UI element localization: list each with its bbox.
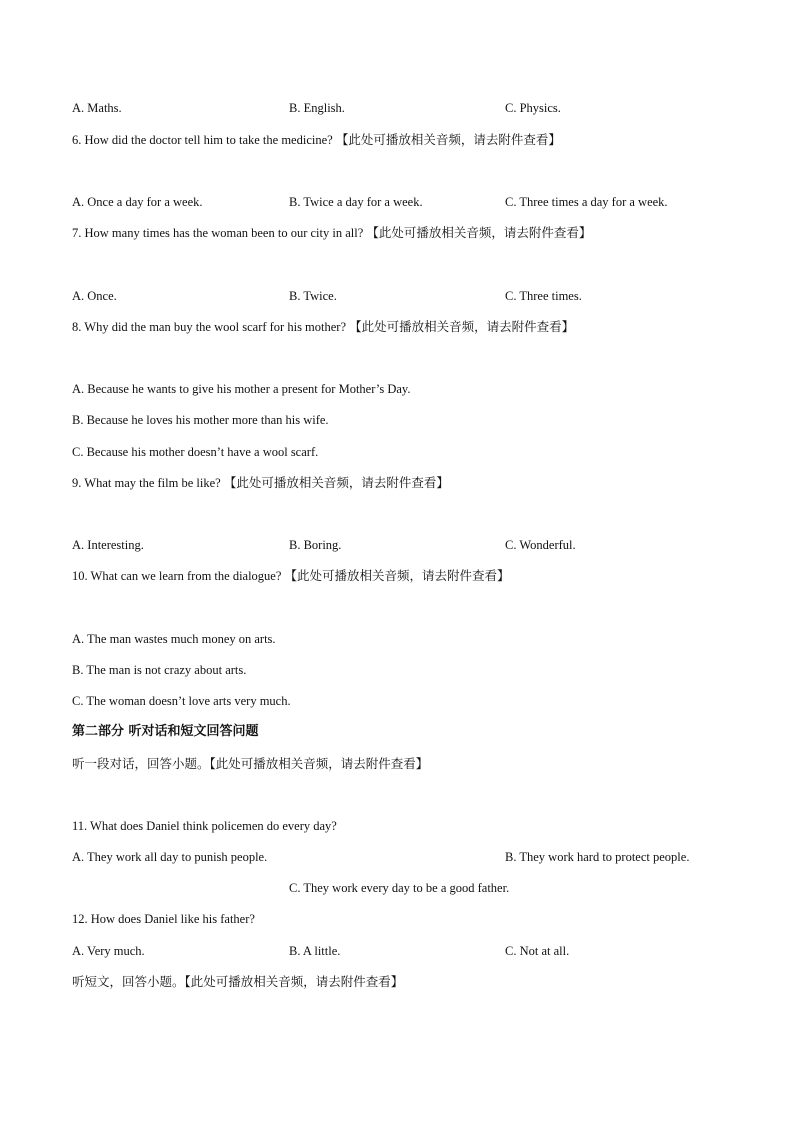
q9-audio-link[interactable]: 【此处可播放相关音频，请去附件查看】	[223, 475, 449, 490]
q9-option-b: B. Boring.	[289, 538, 342, 552]
q7-audio-link[interactable]: 【此处可播放相关音频，请去附件查看】	[366, 225, 592, 240]
q12-option-c: C. Not at all.	[505, 944, 570, 958]
q8-option-b: B. Because he loves his mother more than his wife.	[72, 413, 329, 427]
q11-option-b: B. They work hard to protect people.	[505, 850, 690, 864]
q8-option-a: A. Because he wants to give his mother a present for Mother’s Day.	[72, 382, 411, 396]
q10-question: 10. What can we learn from the dialogue?	[72, 569, 282, 583]
q6-question: 6. How did the doctor tell him to take the medicine?	[72, 133, 333, 147]
q5-option-a: A. Maths.	[72, 101, 122, 115]
q12-question: 12. How does Daniel like his father?	[72, 912, 255, 926]
q10-line	[72, 568, 510, 584]
q12-option-a: A. Very much.	[72, 944, 145, 958]
q10-option-c: C. The woman doesn’t love arts very much.	[72, 694, 291, 708]
q6-audio-link[interactable]: 【此处可播放相关音频，请去附件查看】	[335, 132, 561, 147]
q7-question: 7. How many times has the woman been to our city in all?	[72, 226, 364, 240]
q9-option-a: A. Interesting.	[72, 538, 144, 552]
passage-intro[interactable]: 听短文，回答小题。【此处可播放相关音频，请去附件查看】	[72, 974, 404, 989]
q11-option-c: C. They work every day to be a good father.	[289, 881, 510, 895]
q12-option-b: B. A little.	[289, 944, 341, 958]
q8-option-c: C. Because his mother doesn’t have a wool scarf.	[72, 445, 319, 459]
q11-option-a: A. They work all day to punish people.	[72, 850, 268, 864]
q9-question: 9. What may the film be like?	[72, 476, 221, 490]
q6-option-a: A. Once a day for a week.	[72, 195, 203, 209]
q7-line	[72, 225, 591, 241]
q6-option-b: B. Twice a day for a week.	[289, 195, 423, 209]
q11-question: 11. What does Daniel think policemen do every day?	[72, 819, 337, 833]
q10-option-b: B. The man is not crazy about arts.	[72, 663, 247, 677]
dialogue-intro[interactable]: 听一段对话，回答小题。【此处可播放相关音频，请去附件查看】	[72, 756, 429, 771]
q5-option-b: B. English.	[289, 101, 345, 115]
q8-audio-link[interactable]: 【此处可播放相关音频，请去附件查看】	[349, 319, 575, 334]
q7-option-c: C. Three times.	[505, 289, 582, 303]
q9-line	[72, 475, 449, 491]
q8-question: 8. Why did the man buy the wool scarf for his mother?	[72, 320, 347, 334]
q10-option-a: A. The man wastes much money on arts.	[72, 632, 276, 646]
q10-audio-link[interactable]: 【此处可播放相关音频，请去附件查看】	[284, 568, 510, 583]
q6-option-c: C. Three times a day for a week.	[505, 195, 668, 209]
q9-option-c: C. Wonderful.	[505, 538, 576, 552]
q6-line	[72, 132, 561, 148]
q5-option-c: C. Physics.	[505, 101, 561, 115]
q8-line	[72, 319, 574, 335]
part2-heading: 第二部分 听对话和短文回答问题	[72, 724, 259, 739]
q7-option-a: A. Once.	[72, 289, 117, 303]
q7-option-b: B. Twice.	[289, 289, 337, 303]
